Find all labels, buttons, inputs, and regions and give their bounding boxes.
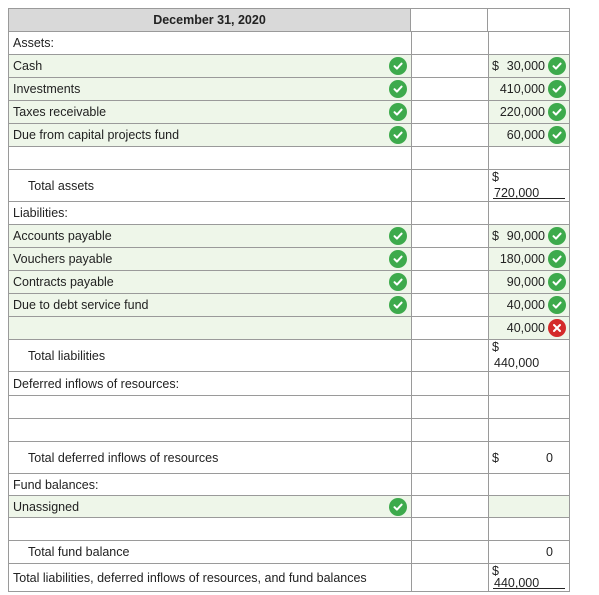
amount-value: 180,000 <box>499 252 545 266</box>
table-row <box>8 294 570 317</box>
amount-cell <box>488 396 570 419</box>
amount-cell[interactable] <box>488 248 570 271</box>
amount-cell[interactable] <box>488 294 570 317</box>
row-label: Total liabilities, deferred inflows of resources, and fund balances <box>13 570 367 585</box>
total-underline <box>493 588 565 589</box>
amount-cell[interactable] <box>488 101 570 124</box>
amount-value: 60,000 <box>506 128 545 142</box>
table-row <box>8 518 570 541</box>
table-row <box>8 78 570 101</box>
table-row <box>8 225 570 248</box>
amount-value: 720,000 <box>494 186 540 200</box>
header-blank-cell <box>411 8 488 32</box>
blank-cell <box>411 442 488 474</box>
amount-value: 220,000 <box>499 105 545 119</box>
amount-cell <box>488 340 570 372</box>
dollar-sign: $ <box>492 170 499 184</box>
check-icon <box>548 273 566 291</box>
amount-cell <box>488 32 570 55</box>
label-cell <box>8 419 411 442</box>
total-underline <box>493 198 565 199</box>
amount-value: 0 <box>546 450 553 465</box>
table-row <box>8 248 570 271</box>
amount-cell <box>488 202 570 225</box>
check-icon <box>389 498 407 516</box>
blank-cell <box>411 124 488 147</box>
amount-value: 90,000 <box>506 275 545 289</box>
row-label: Cash <box>13 59 43 73</box>
row-label: Unassigned <box>13 499 80 514</box>
table-row <box>8 372 570 396</box>
label-cell <box>8 147 411 170</box>
row-label: Fund balances: <box>13 477 99 492</box>
amount-cell[interactable] <box>488 271 570 294</box>
blank-cell <box>411 564 488 592</box>
blank-cell <box>411 372 488 396</box>
row-label: Total assets <box>28 178 95 193</box>
label-cell[interactable] <box>8 101 411 124</box>
table-row <box>8 124 570 147</box>
amount-cell[interactable] <box>488 78 570 101</box>
blank-cell <box>411 248 488 271</box>
table-row <box>8 340 570 372</box>
blank-cell <box>411 271 488 294</box>
table-row <box>8 419 570 442</box>
label-cell[interactable] <box>8 248 411 271</box>
amount-cell <box>488 419 570 442</box>
check-icon <box>548 126 566 144</box>
amount-cell[interactable] <box>488 55 570 78</box>
blank-cell <box>411 225 488 248</box>
blank-cell <box>411 32 488 55</box>
amount-cell <box>488 474 570 496</box>
row-label: Due from capital projects fund <box>13 128 180 142</box>
amount-cell <box>488 442 570 474</box>
label-cell <box>8 541 411 564</box>
table-row <box>8 170 570 202</box>
amount-cell <box>488 564 570 592</box>
amount-value: 0 <box>546 545 553 559</box>
amount-cell <box>488 170 570 202</box>
label-cell <box>8 564 411 592</box>
blank-cell <box>411 518 488 541</box>
dollar-sign: $ <box>492 564 499 578</box>
row-label: Investments <box>13 82 81 96</box>
balance-sheet <box>8 8 570 590</box>
check-icon <box>548 57 566 75</box>
label-cell[interactable] <box>8 124 411 147</box>
check-icon <box>548 296 566 314</box>
amount-value: 30,000 <box>506 59 545 73</box>
check-icon <box>389 126 407 144</box>
table-row <box>8 396 570 419</box>
column-header-date: December 31, 2020 <box>8 8 411 32</box>
amount-value: 90,000 <box>506 229 545 243</box>
check-icon <box>548 80 566 98</box>
amount-cell <box>488 541 570 564</box>
blank-cell <box>411 202 488 225</box>
dollar-sign: $ <box>492 340 499 354</box>
label-cell[interactable] <box>8 496 411 518</box>
label-cell <box>8 396 411 419</box>
label-cell <box>8 518 411 541</box>
row-label: Total liabilities <box>28 348 106 363</box>
blank-cell <box>411 396 488 419</box>
blank-cell <box>411 340 488 372</box>
amount-cell[interactable] <box>488 317 570 340</box>
blank-cell <box>411 147 488 170</box>
row-label: Contracts payable <box>13 275 114 289</box>
x-icon <box>548 319 566 337</box>
amount-value: 40,000 <box>506 298 545 312</box>
dollar-sign: $ <box>492 229 499 243</box>
table-row <box>8 496 570 518</box>
blank-cell <box>411 317 488 340</box>
amount-cell[interactable] <box>488 496 570 518</box>
label-cell <box>8 32 411 55</box>
label-cell[interactable] <box>8 225 411 248</box>
check-icon <box>389 57 407 75</box>
amount-cell[interactable] <box>488 124 570 147</box>
row-label: Assets: <box>13 36 54 50</box>
check-icon <box>389 273 407 291</box>
blank-cell <box>411 419 488 442</box>
label-cell[interactable] <box>8 271 411 294</box>
label-cell <box>8 202 411 225</box>
table-row <box>8 541 570 564</box>
amount-cell[interactable] <box>488 225 570 248</box>
amount-value: 440,000 <box>494 356 540 370</box>
row-label: Taxes receivable <box>13 105 107 119</box>
table-row <box>8 32 570 55</box>
label-cell <box>8 474 411 496</box>
label-cell[interactable] <box>8 294 411 317</box>
amount-cell <box>488 518 570 541</box>
blank-cell <box>411 78 488 101</box>
dollar-sign: $ <box>492 59 499 73</box>
blank-cell <box>411 294 488 317</box>
table-row <box>8 317 570 340</box>
table-row <box>8 101 570 124</box>
label-cell <box>8 372 411 396</box>
table-row <box>8 55 570 78</box>
header-blank-cell <box>488 8 570 32</box>
blank-cell <box>411 101 488 124</box>
label-cell <box>8 442 411 474</box>
label-cell[interactable] <box>8 78 411 101</box>
check-icon <box>389 103 407 121</box>
check-icon <box>389 227 407 245</box>
check-icon <box>548 103 566 121</box>
label-cell[interactable] <box>8 55 411 78</box>
label-cell[interactable] <box>8 317 411 340</box>
check-icon <box>548 250 566 268</box>
dollar-sign: $ <box>492 450 499 465</box>
check-icon <box>389 250 407 268</box>
table-row <box>8 271 570 294</box>
row-label: Total deferred inflows of resources <box>28 450 219 465</box>
table-row <box>8 147 570 170</box>
row-label: Due to debt service fund <box>13 298 149 312</box>
label-cell <box>8 170 411 202</box>
blank-cell <box>411 496 488 518</box>
table-row <box>8 442 570 474</box>
table-row <box>8 474 570 496</box>
label-cell <box>8 340 411 372</box>
table-row <box>8 202 570 225</box>
blank-cell <box>411 55 488 78</box>
check-icon <box>389 296 407 314</box>
amount-value: 40,000 <box>506 321 545 335</box>
check-icon <box>389 80 407 98</box>
blank-cell <box>411 170 488 202</box>
amount-value: 410,000 <box>499 82 545 96</box>
row-label: Accounts payable <box>13 229 112 243</box>
blank-cell <box>411 474 488 496</box>
amount-cell <box>488 147 570 170</box>
amount-cell <box>488 372 570 396</box>
table-row <box>8 564 570 592</box>
blank-cell <box>411 541 488 564</box>
row-label: Liabilities: <box>13 206 68 220</box>
row-label: Vouchers payable <box>13 252 113 266</box>
check-icon <box>548 227 566 245</box>
row-label: Total fund balance <box>28 545 130 559</box>
row-label: Deferred inflows of resources: <box>13 376 180 391</box>
amount-value: 440,000 <box>494 576 540 590</box>
